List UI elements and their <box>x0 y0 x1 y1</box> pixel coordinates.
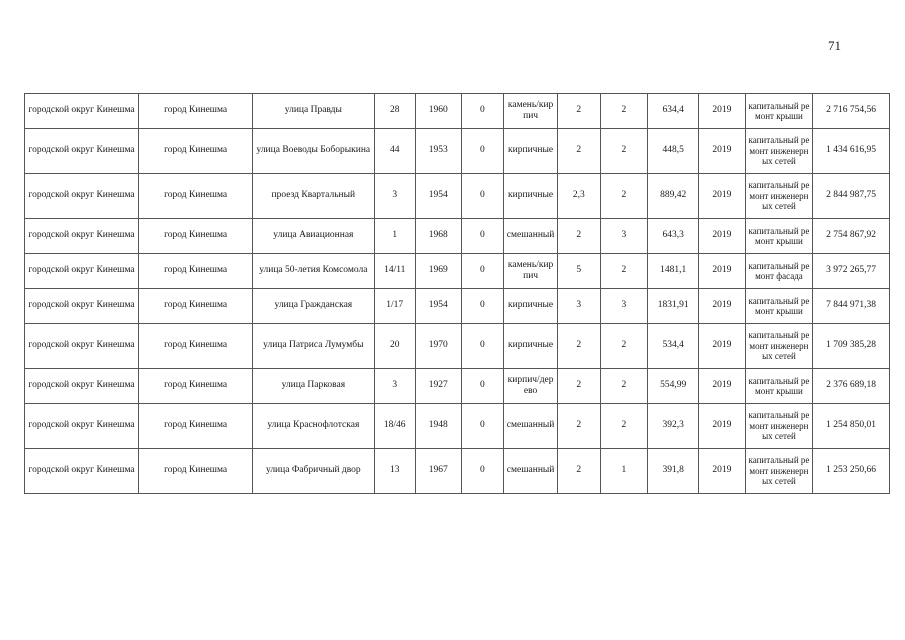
entrances-cell: 2 <box>600 174 648 219</box>
city-cell: город Кинешма <box>139 174 253 219</box>
storeys-cell: 2,3 <box>558 174 601 219</box>
city-cell: город Кинешма <box>139 289 253 324</box>
wall-material-cell: кирпичные <box>504 129 558 174</box>
entrances-cell: 2 <box>600 254 648 289</box>
street-cell: проезд Квартальный <box>253 174 374 219</box>
entrances-cell: 2 <box>600 94 648 129</box>
municipality-cell: городской округ Кинешма <box>25 254 139 289</box>
entrances-cell: 3 <box>600 289 648 324</box>
work-type-cell: капитальный ремонт инженерных сетей <box>745 174 812 219</box>
wall-material-cell: смешанный <box>504 219 558 254</box>
entrances-cell: 1 <box>600 449 648 494</box>
area-cell: 554,99 <box>648 369 699 404</box>
municipality-cell: городской округ Кинешма <box>25 289 139 324</box>
municipality-cell: городской округ Кинешма <box>25 449 139 494</box>
wall-material-cell: смешанный <box>504 404 558 449</box>
zero-value-cell: 0 <box>461 324 504 369</box>
page-number: 71 <box>828 38 841 53</box>
storeys-cell: 2 <box>558 94 601 129</box>
cost-cell: 2 754 867,92 <box>813 219 890 254</box>
area-cell: 889,42 <box>648 174 699 219</box>
work-type-cell: капитальный ремонт крыши <box>745 289 812 324</box>
entrances-cell: 2 <box>600 369 648 404</box>
wall-material-cell: камень/кирпич <box>504 254 558 289</box>
municipality-cell: городской округ Кинешма <box>25 129 139 174</box>
wall-material-cell: кирпичные <box>504 289 558 324</box>
city-cell: город Кинешма <box>139 219 253 254</box>
work-type-cell: капитальный ремонт инженерных сетей <box>745 324 812 369</box>
storeys-cell: 2 <box>558 324 601 369</box>
house-number-cell: 1 <box>374 219 415 254</box>
city-cell: город Кинешма <box>139 449 253 494</box>
wall-material-cell: смешанный <box>504 449 558 494</box>
municipality-cell: городской округ Кинешма <box>25 174 139 219</box>
area-cell: 534,4 <box>648 324 699 369</box>
cost-cell: 1 434 616,95 <box>813 129 890 174</box>
house-number-cell: 18/46 <box>374 404 415 449</box>
cost-cell: 2 716 754,56 <box>813 94 890 129</box>
year-built-cell: 1953 <box>415 129 461 174</box>
plan-year-cell: 2019 <box>699 324 746 369</box>
municipality-cell: городской округ Кинешма <box>25 219 139 254</box>
work-type-cell: капитальный ремонт крыши <box>745 94 812 129</box>
house-number-cell: 20 <box>374 324 415 369</box>
city-cell: город Кинешма <box>139 404 253 449</box>
zero-value-cell: 0 <box>461 94 504 129</box>
year-built-cell: 1954 <box>415 174 461 219</box>
house-number-cell: 3 <box>374 174 415 219</box>
plan-year-cell: 2019 <box>699 289 746 324</box>
street-cell: улица Авиационная <box>253 219 374 254</box>
house-number-cell: 14/11 <box>374 254 415 289</box>
street-cell: улица Краснофлотская <box>253 404 374 449</box>
housing-repair-table <box>24 93 890 494</box>
work-type-cell: капитальный ремонт крыши <box>745 219 812 254</box>
house-number-cell: 28 <box>374 94 415 129</box>
table-row <box>25 129 890 174</box>
cost-cell: 3 972 265,77 <box>813 254 890 289</box>
plan-year-cell: 2019 <box>699 369 746 404</box>
wall-material-cell: кирпичные <box>504 324 558 369</box>
municipality-cell: городской округ Кинешма <box>25 324 139 369</box>
zero-value-cell: 0 <box>461 449 504 494</box>
city-cell: город Кинешма <box>139 324 253 369</box>
zero-value-cell: 0 <box>461 129 504 174</box>
street-cell: улица Воеводы Боборыкина <box>253 129 374 174</box>
storeys-cell: 2 <box>558 404 601 449</box>
year-built-cell: 1927 <box>415 369 461 404</box>
cost-cell: 1 254 850,01 <box>813 404 890 449</box>
storeys-cell: 3 <box>558 289 601 324</box>
cost-cell: 1 709 385,28 <box>813 324 890 369</box>
area-cell: 634,4 <box>648 94 699 129</box>
plan-year-cell: 2019 <box>699 219 746 254</box>
zero-value-cell: 0 <box>461 369 504 404</box>
table-row <box>25 254 890 289</box>
storeys-cell: 2 <box>558 129 601 174</box>
street-cell: улица Патриса Лумумбы <box>253 324 374 369</box>
entrances-cell: 2 <box>600 404 648 449</box>
street-cell: улица Гражданская <box>253 289 374 324</box>
cost-cell: 2 376 689,18 <box>813 369 890 404</box>
storeys-cell: 2 <box>558 219 601 254</box>
table-row <box>25 449 890 494</box>
plan-year-cell: 2019 <box>699 94 746 129</box>
house-number-cell: 3 <box>374 369 415 404</box>
table-row <box>25 369 890 404</box>
year-built-cell: 1948 <box>415 404 461 449</box>
storeys-cell: 2 <box>558 369 601 404</box>
year-built-cell: 1967 <box>415 449 461 494</box>
area-cell: 1831,91 <box>648 289 699 324</box>
zero-value-cell: 0 <box>461 289 504 324</box>
street-cell: улица Парковая <box>253 369 374 404</box>
municipality-cell: городской округ Кинешма <box>25 404 139 449</box>
wall-material-cell: камень/кирпич <box>504 94 558 129</box>
area-cell: 448,5 <box>648 129 699 174</box>
area-cell: 1481,1 <box>648 254 699 289</box>
table-row <box>25 94 890 129</box>
area-cell: 643,3 <box>648 219 699 254</box>
table-row <box>25 289 890 324</box>
municipality-cell: городской округ Кинешма <box>25 94 139 129</box>
house-number-cell: 1/17 <box>374 289 415 324</box>
year-built-cell: 1960 <box>415 94 461 129</box>
area-cell: 392,3 <box>648 404 699 449</box>
cost-cell: 1 253 250,66 <box>813 449 890 494</box>
year-built-cell: 1970 <box>415 324 461 369</box>
street-cell: улица 50-летия Комсомола <box>253 254 374 289</box>
year-built-cell: 1954 <box>415 289 461 324</box>
table-row <box>25 324 890 369</box>
work-type-cell: капитальный ремонт инженерных сетей <box>745 404 812 449</box>
cost-cell: 7 844 971,38 <box>813 289 890 324</box>
zero-value-cell: 0 <box>461 219 504 254</box>
house-number-cell: 13 <box>374 449 415 494</box>
entrances-cell: 2 <box>600 129 648 174</box>
plan-year-cell: 2019 <box>699 449 746 494</box>
storeys-cell: 5 <box>558 254 601 289</box>
work-type-cell: капитальный ремонт инженерных сетей <box>745 449 812 494</box>
storeys-cell: 2 <box>558 449 601 494</box>
house-number-cell: 44 <box>374 129 415 174</box>
year-built-cell: 1968 <box>415 219 461 254</box>
plan-year-cell: 2019 <box>699 174 746 219</box>
area-cell: 391,8 <box>648 449 699 494</box>
plan-year-cell: 2019 <box>699 404 746 449</box>
street-cell: улица Правды <box>253 94 374 129</box>
street-cell: улица Фабричный двор <box>253 449 374 494</box>
wall-material-cell: кирпичные <box>504 174 558 219</box>
entrances-cell: 2 <box>600 324 648 369</box>
entrances-cell: 3 <box>600 219 648 254</box>
table-row <box>25 404 890 449</box>
city-cell: город Кинешма <box>139 94 253 129</box>
city-cell: город Кинешма <box>139 129 253 174</box>
zero-value-cell: 0 <box>461 174 504 219</box>
year-built-cell: 1969 <box>415 254 461 289</box>
municipality-cell: городской округ Кинешма <box>25 369 139 404</box>
wall-material-cell: кирпич/дерево <box>504 369 558 404</box>
plan-year-cell: 2019 <box>699 254 746 289</box>
city-cell: город Кинешма <box>139 254 253 289</box>
table-row <box>25 174 890 219</box>
cost-cell: 2 844 987,75 <box>813 174 890 219</box>
zero-value-cell: 0 <box>461 254 504 289</box>
table-row <box>25 219 890 254</box>
work-type-cell: капитальный ремонт фасада <box>745 254 812 289</box>
zero-value-cell: 0 <box>461 404 504 449</box>
work-type-cell: капитальный ремонт крыши <box>745 369 812 404</box>
plan-year-cell: 2019 <box>699 129 746 174</box>
work-type-cell: капитальный ремонт инженерных сетей <box>745 129 812 174</box>
city-cell: город Кинешма <box>139 369 253 404</box>
